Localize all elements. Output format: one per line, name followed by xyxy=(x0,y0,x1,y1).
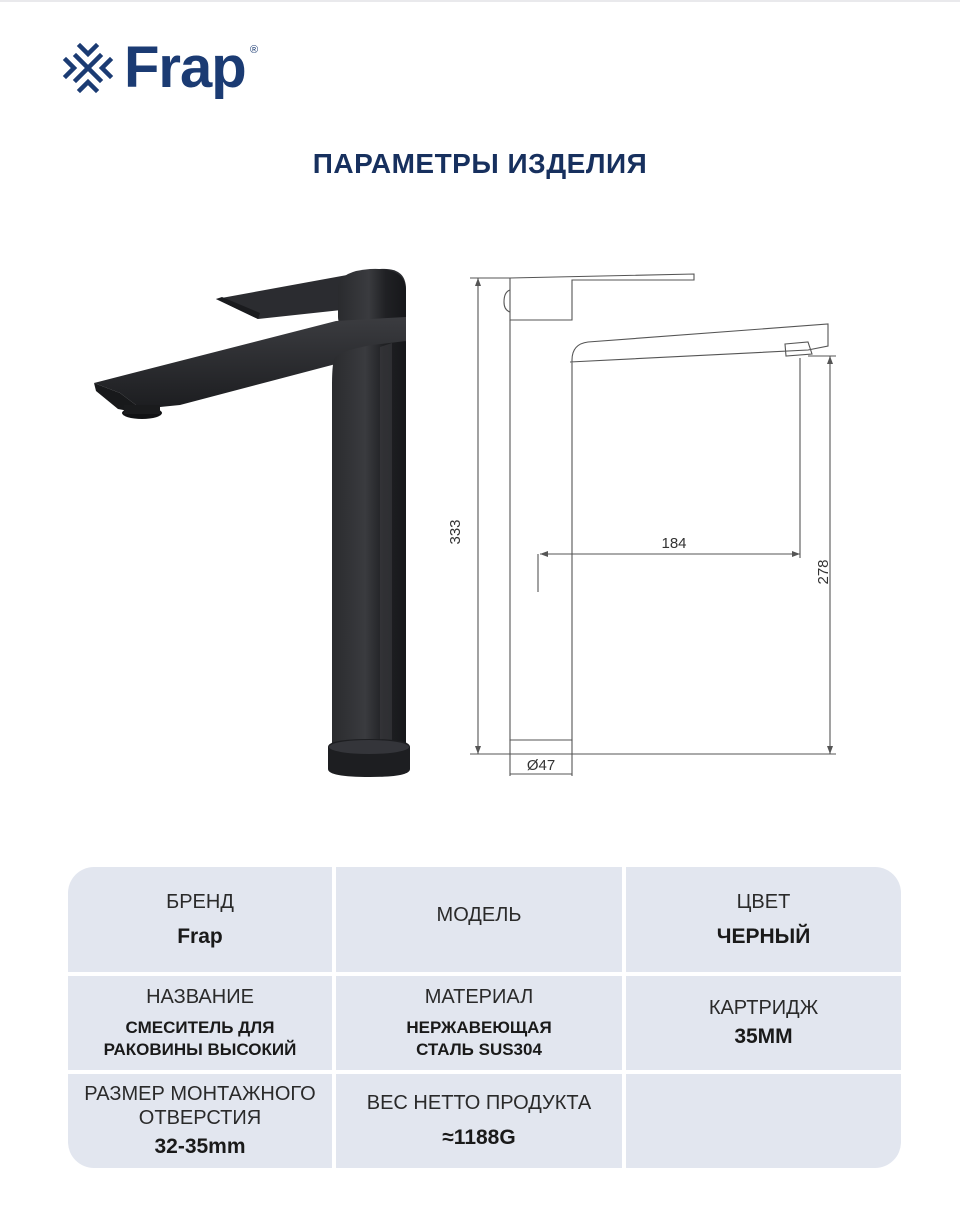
top-divider xyxy=(0,0,960,2)
spec-label: КАРТРИДЖ xyxy=(708,997,819,1019)
registered-mark: ® xyxy=(250,44,259,56)
spec-label: ВЕС НЕТТО ПРОДУКТА xyxy=(366,1092,592,1114)
spec-value: Frap xyxy=(177,924,223,948)
spec-label: БРЕНД xyxy=(166,890,234,913)
spec-value-line: СМЕСИТЕЛЬ ДЛЯ xyxy=(125,1018,275,1037)
spec-cell-brand xyxy=(68,867,332,972)
logo-wordmark: Frap xyxy=(124,35,246,100)
dim-spout-height: 278 xyxy=(815,559,832,585)
spec-cell-material xyxy=(336,976,622,1070)
spec-value: 35MM xyxy=(734,1025,793,1048)
spec-value-line: СТАЛЬ SUS304 xyxy=(416,1040,542,1059)
dim-total-height: 333 xyxy=(447,519,464,545)
spec-label-line: РАЗМЕР МОНТАЖНОГО xyxy=(84,1083,316,1105)
spec-label: МОДЕЛЬ xyxy=(436,903,522,926)
spec-label xyxy=(84,1082,315,1130)
faucet-image xyxy=(80,255,420,795)
snowflake-icon xyxy=(62,40,122,96)
spec-cell-empty xyxy=(626,1074,901,1168)
spec-label: МАТЕРИАЛ xyxy=(424,986,534,1008)
spec-value xyxy=(104,1017,297,1061)
technical-drawing xyxy=(438,262,858,792)
spec-cell-name xyxy=(68,976,332,1070)
spec-value-line: РАКОВИНЫ ВЫСОКИЙ xyxy=(103,1040,297,1059)
spec-label-line: ОТВЕРСТИЯ xyxy=(138,1107,262,1129)
page-title: ПАРАМЕТРЫ ИЗДЕЛИЯ xyxy=(312,148,648,179)
spec-cell-weight xyxy=(336,1074,622,1168)
dim-base-diameter: Ø47 xyxy=(526,757,556,774)
spec-cell-color xyxy=(626,867,901,972)
spec-label: ЦВЕТ xyxy=(736,890,791,913)
brand-logo xyxy=(62,35,272,104)
spec-value: ≈1188G xyxy=(442,1126,516,1149)
spec-table xyxy=(68,867,901,1168)
spec-value: 32-35mm xyxy=(154,1135,246,1158)
dim-spout-reach: 184 xyxy=(661,535,687,552)
spec-value-line: НЕРЖАВЕЮЩАЯ xyxy=(406,1018,552,1037)
spec-value xyxy=(406,1017,551,1061)
spec-label: НАЗВАНИЕ xyxy=(146,986,254,1008)
spec-cell-hole-size xyxy=(68,1074,332,1168)
spec-cell-model xyxy=(336,867,622,972)
spec-value: ЧЕРНЫЙ xyxy=(716,924,811,948)
spec-cell-cartridge xyxy=(626,976,901,1070)
